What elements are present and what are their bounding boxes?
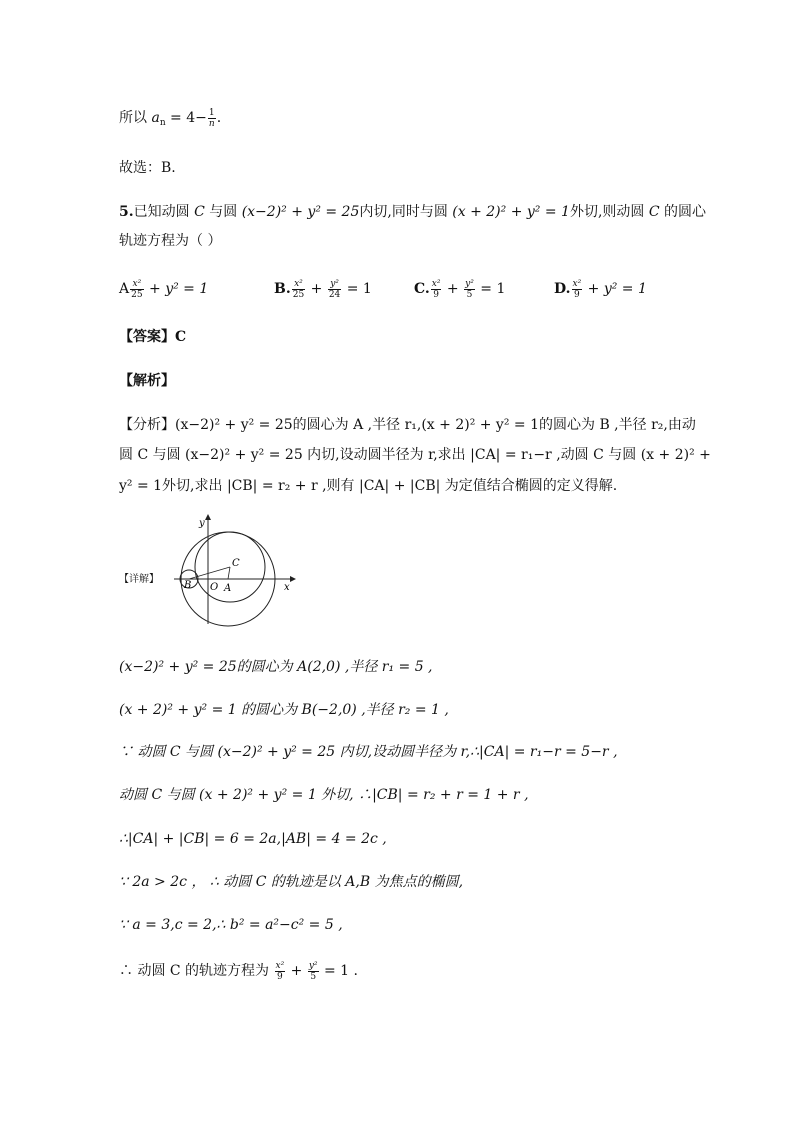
geometry-figure [170, 512, 300, 627]
analysis-line-2: 圆 C 与圆 (x−2)² + y² = 25 内切,设动圆半径为 r,求出 |CA| = r₁−r ,动圆 C 与圆 (x + 2)² + [119, 447, 711, 463]
answer: 【答案】C [119, 329, 187, 345]
fraction: $\frac{1}{n}$ [208, 107, 215, 129]
analysis-line-3: y² = 1外切,求出 |CB| = r₂ + r ,则有 |CA| + |CB| 为定值结合椭圆的定义得解. [119, 478, 618, 494]
text: 已知动圆 [133, 204, 195, 220]
text: 的圆心 [659, 204, 707, 220]
step-2: (x + 2)² + y² = 1 的圆心为 B(−2,0) ,半径 r₂ = 1 , [119, 702, 449, 718]
segment-ac [228, 567, 230, 579]
analysis-line-1: 【分析】(x−2)² + y² = 25的圆心为 A ,半径 r₁,(x + 2)² + y² = 1的圆心为 B ,半径 r₂,由动 [119, 417, 696, 433]
detail-label: 【详解】 [119, 574, 159, 585]
eq-circle-2: (x + 2)² + y² = 1 [452, 204, 570, 220]
line-an [119, 107, 221, 134]
var-c: C [648, 204, 660, 220]
label-c: C [232, 558, 240, 569]
y-axis-arrow [205, 514, 211, 520]
label-a: A [224, 583, 232, 594]
label-o: O [210, 582, 219, 593]
step-6: ∵ 2a > 2c ， ∴ 动圆 C 的轨迹是以 A,B 为焦点的椭圆, [119, 874, 464, 890]
option-d: D. $\frac{\text{x²}}{9}$ + y² = 1 [554, 278, 647, 300]
question-line-1 [119, 201, 706, 223]
var-a: a [151, 110, 160, 126]
sub-n: n [159, 118, 166, 128]
text: 内切,同时与圆 [359, 204, 453, 220]
label-b: B [184, 580, 192, 591]
label-x: x [284, 582, 290, 593]
var-c: C [194, 204, 205, 220]
question-number: 5. [119, 204, 134, 220]
options-row [119, 278, 679, 304]
question-line-2: 轨迹方程为（ ） [119, 233, 222, 249]
option-a: A $\frac{\text{x²}}{25}$ + y² = 1 [119, 278, 209, 300]
label-y: y [199, 518, 205, 529]
option-b: B. $\frac{\text{x²}}{25}$ + $\frac{\text{y²}}{24}$ = 1 [274, 278, 372, 300]
option-c: C. $\frac{\text{x²}}{9}$ + $\frac{\text{y²}}{5}$ = 1 [414, 278, 506, 300]
step-5: ∴|CA| + |CB| = 6 = 2a,|AB| = 4 = 2c , [119, 831, 387, 847]
analysis-title: 【解析】 [119, 373, 175, 389]
text: 外切,则动圆 [569, 204, 649, 220]
eq: = 4− [165, 110, 207, 126]
eq-circle-1: (x−2)² + y² = 25 [241, 204, 360, 220]
line-choice: 故选：B. [119, 160, 176, 176]
step-3: ∵ 动圆 C 与圆 (x−2)² + y² = 25 内切,设动圆半径为 r,∴|CA| = r₁−r = 5−r , [119, 744, 618, 760]
text: 与圆 [204, 204, 242, 220]
period: . [216, 110, 222, 126]
text: 所以 [119, 110, 147, 126]
final-answer: ∴ 动圆 C 的轨迹方程为 $\frac{\text{x²}}{9}$ + $\frac{\text{y²}}{5}$ = 1 . [119, 960, 358, 982]
step-7: ∵ a = 3,c = 2,∴ b² = a²−c² = 5 , [119, 917, 343, 933]
step-4: 动圆 C 与圆 (x + 2)² + y² = 1 外切, ∴|CB| = r₂ + r = 1 + r , [119, 787, 529, 803]
step-1: (x−2)² + y² = 25的圆心为 A(2,0) ,半径 r₁ = 5 , [119, 659, 433, 675]
x-axis-arrow [290, 576, 296, 582]
